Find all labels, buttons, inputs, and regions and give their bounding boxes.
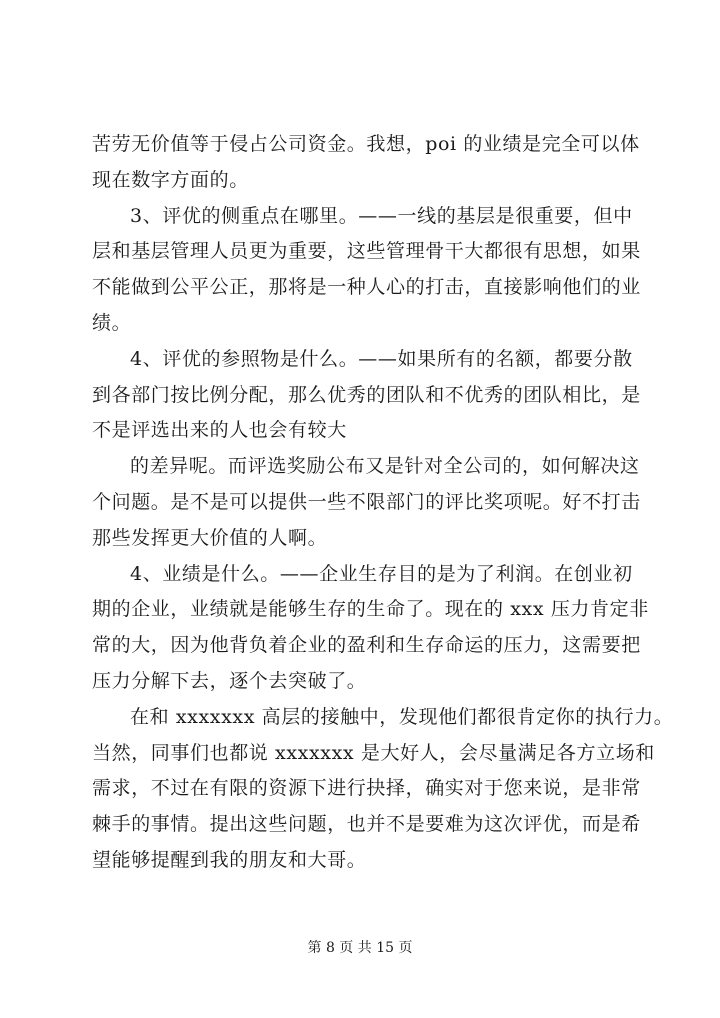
text-line: 个问题。是不是可以提供一些不限部门的评比奖项呢。好不打击 xyxy=(92,490,641,513)
text-line: 棘手的事情。提出这些问题，也并不是要难为这次评优，而是希 xyxy=(92,813,641,836)
text-line: 望能够提醒到我的朋友和大哥。 xyxy=(92,848,367,871)
text-line: 期的企业，业绩就是能够生存的生命了。现在的 xxx 压力肯定非 xyxy=(92,598,649,621)
text-line: 不能做到公平公正，那将是一种人心的打击，直接影响他们的业 xyxy=(92,276,641,299)
text-line: 苦劳无价值等于侵占公司资金。我想，poi 的业绩是完全可以体 xyxy=(92,133,640,155)
text-line: 现在数字方面的。 xyxy=(92,168,249,191)
text-line: 当然，同事们也都说 xxxxxxx 是大好人，会尽量满足各方立场和 xyxy=(92,741,655,764)
text-line: 4、评优的参照物是什么。——如果所有的名额，都要分散 xyxy=(130,347,633,370)
text-line: 4、业绩是什么。——企业生存目的是为了利润。在创业初 xyxy=(130,562,633,585)
text-line: 到各部门按比例分配，那么优秀的团队和不优秀的团队相比，是 xyxy=(92,383,641,406)
text-line: 常的大，因为他背负着企业的盈利和生存命运的压力，这需要把 xyxy=(92,634,641,657)
document-body xyxy=(92,127,674,879)
text-line: 3、评优的侧重点在哪里。——一线的基层是很重要，但中 xyxy=(130,204,633,227)
text-line: 不是评选出来的人也会有较大 xyxy=(92,419,347,442)
text-line: 层和基层管理人员更为重要，这些管理骨干大都很有思想，如果 xyxy=(92,240,641,263)
text-line: 在和 xxxxxxx 高层的接触中，发现他们都很肯定你的执行力。 xyxy=(130,705,674,728)
page-number-footer: 第 8 页 共 15 页 xyxy=(307,940,413,956)
text-line: 的差异呢。而评选奖励公布又是针对全公司的，如何解决这 xyxy=(130,455,640,478)
text-line: 压力分解下去，逐个去突破了。 xyxy=(92,669,367,692)
text-line: 绩。 xyxy=(92,311,132,334)
text-line: 那些发挥更大价值的人啊。 xyxy=(92,526,328,549)
text-line: 需求，不过在有限的资源下进行抉择，确实对于您来说，是非常 xyxy=(92,777,641,800)
